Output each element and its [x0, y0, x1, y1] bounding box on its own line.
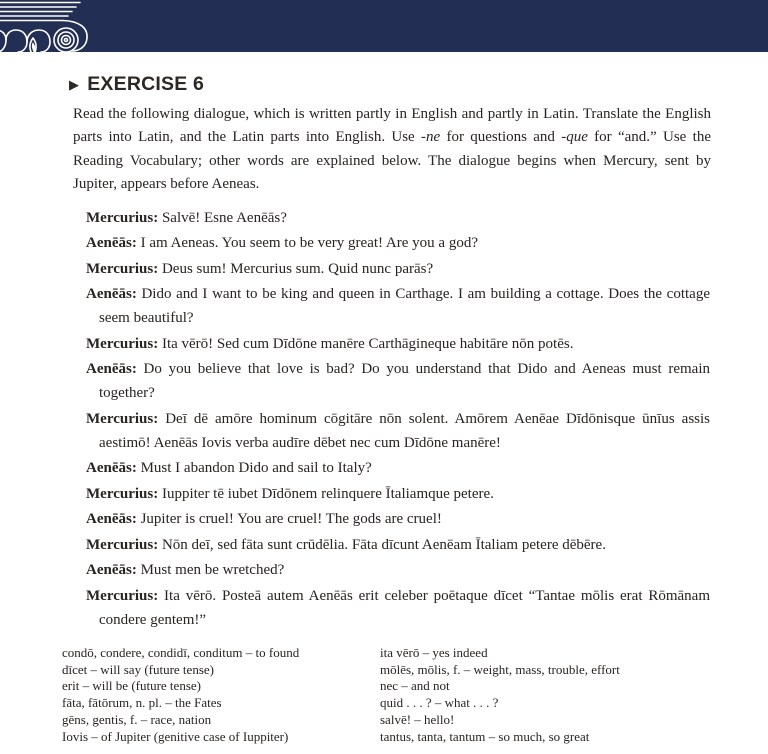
dialogue-line [86, 558, 710, 582]
vocab-column-left [62, 645, 380, 746]
vocab-entry: condō, condere, condidī, conditum – to found [62, 644, 300, 660]
instruction-text: for “and.” Use the Reading Vocabulary; other words are explained below. The dialogue begins when Mercury, sent by Jupiter, appears before Aeneas. [73, 129, 711, 193]
speaker-name: Aenēās: [86, 286, 137, 303]
vocab-entry: dīcet – will say (future tense) [62, 661, 214, 677]
exercise-title [69, 73, 768, 96]
vocab-entry: mōlēs, mōlis, f. – weight, mass, trouble, effort [380, 661, 620, 677]
dialogue-text: Must men be wretched? [136, 562, 285, 579]
ionic-column-logo [0, 0, 92, 52]
dialogue-line [86, 357, 710, 405]
speaker-name: Aenēās: [86, 562, 137, 579]
dialogue-line [86, 456, 710, 480]
dialogue-text: Dido and I want to be king and queen in Carthage. I am building a cottage. Does the cottage seem beautiful? [99, 286, 710, 327]
dialogue-text: Nōn deī, sed fāta sunt crūdēlia. Fāta dīcunt Aenēam Ītaliam petere dēbēre. [158, 536, 606, 553]
dialogue-text: Must I abandon Dido and sail to Italy? [136, 460, 372, 477]
vocab-entry: tantus, tanta, tantum – so much, so great [380, 729, 590, 745]
speaker-name: Mercurius: [86, 335, 159, 352]
speaker-name: Aenēās: [86, 511, 137, 528]
dialogue-line [86, 407, 710, 455]
speaker-name: Mercurius: [86, 410, 159, 427]
speaker-name: Aenēās: [86, 235, 137, 252]
header-bar [0, 0, 768, 52]
dialogue-text: Iuppiter tē iubet Dīdōnem relinquere Ītaliamque petere. [158, 485, 494, 502]
dialogue-text: Salvē! Esne Aenēās? [158, 209, 287, 226]
dialogue-line [86, 332, 710, 356]
speaker-name: Aenēās: [86, 460, 137, 477]
vocab-entry: erit – will be (future tense) [62, 678, 201, 694]
vocab-entry: salvē! – hello! [380, 712, 455, 728]
speaker-name: Mercurius: [86, 536, 159, 553]
dialogue-text: Deī dē amōre hominum cōgitāre nōn solent. Amōrem Aenēae Dīdōnisque ūnīus assis aestimō! Aenēās Iovis verba audīre dēbet nec cum Dīdōne manēre! [99, 410, 710, 451]
exercise-page [0, 73, 768, 746]
speaker-name: Mercurius: [86, 485, 159, 502]
vocabulary-section [62, 645, 768, 746]
dialogue-line [86, 282, 710, 330]
speaker-name: Mercurius: [86, 209, 159, 226]
instruction-text: Read the following dialogue, which is written partly in English and partly in Latin. Translate the English parts into Latin, and the Latin parts into English. Use [73, 106, 711, 146]
vocab-entry: nec – and not [380, 678, 450, 694]
dialogue-line [86, 257, 710, 281]
vocab-entry: quid . . . ? – what . . . ? [380, 695, 499, 711]
dialogue-line [86, 206, 710, 230]
instruction-text: for questions and [440, 129, 562, 146]
vocab-column-right [380, 645, 720, 746]
dialogue-text: Jupiter is cruel! You are cruel! The gods are cruel! [136, 511, 442, 528]
dialogue-text: Ita vērō! Sed cum Dīdōne manēre Carthāgineque habitāre nōn potēs. [158, 335, 574, 352]
dialogue-line [86, 482, 710, 506]
vocab-entry: Iovis – of Jupiter (genitive case of Iuppiter) [62, 729, 289, 745]
dialogue-text: Ita vērō. Posteā autem Aenēās erit celeber poētaque dīcet “Tantae mōlis erat Rōmānam condere gentem!” [99, 587, 710, 628]
triangle-marker-icon: ▶ [69, 78, 80, 93]
dialogue-line [86, 533, 710, 557]
exercise-title-text: EXERCISE 6 [87, 73, 205, 95]
dialogue-list [86, 206, 710, 632]
vocab-entry: ita vērō – yes indeed [380, 644, 488, 660]
vocab-entry: gēns, gentis, f. – race, nation [62, 712, 212, 728]
vocab-entry: fāta, fātōrum, n. pl. – the Fates [62, 695, 222, 711]
exercise-instructions [73, 103, 711, 197]
speaker-name: Aenēās: [86, 361, 137, 378]
dialogue-line [86, 584, 710, 632]
speaker-name: Mercurius: [86, 587, 159, 604]
dialogue-line [86, 231, 710, 255]
dialogue-line [86, 507, 710, 531]
dialogue-text: Deus sum! Mercurius sum. Quid nunc parās? [158, 260, 434, 277]
latin-suffix: -ne [421, 129, 441, 146]
latin-suffix: -que [561, 129, 588, 146]
column-capital-icon [0, 0, 92, 52]
dialogue-text: I am Aeneas. You seem to be very great! Are you a god? [136, 235, 478, 252]
dialogue-text: Do you believe that love is bad? Do you understand that Dido and Aeneas must remain together? [99, 361, 710, 402]
speaker-name: Mercurius: [86, 260, 159, 277]
